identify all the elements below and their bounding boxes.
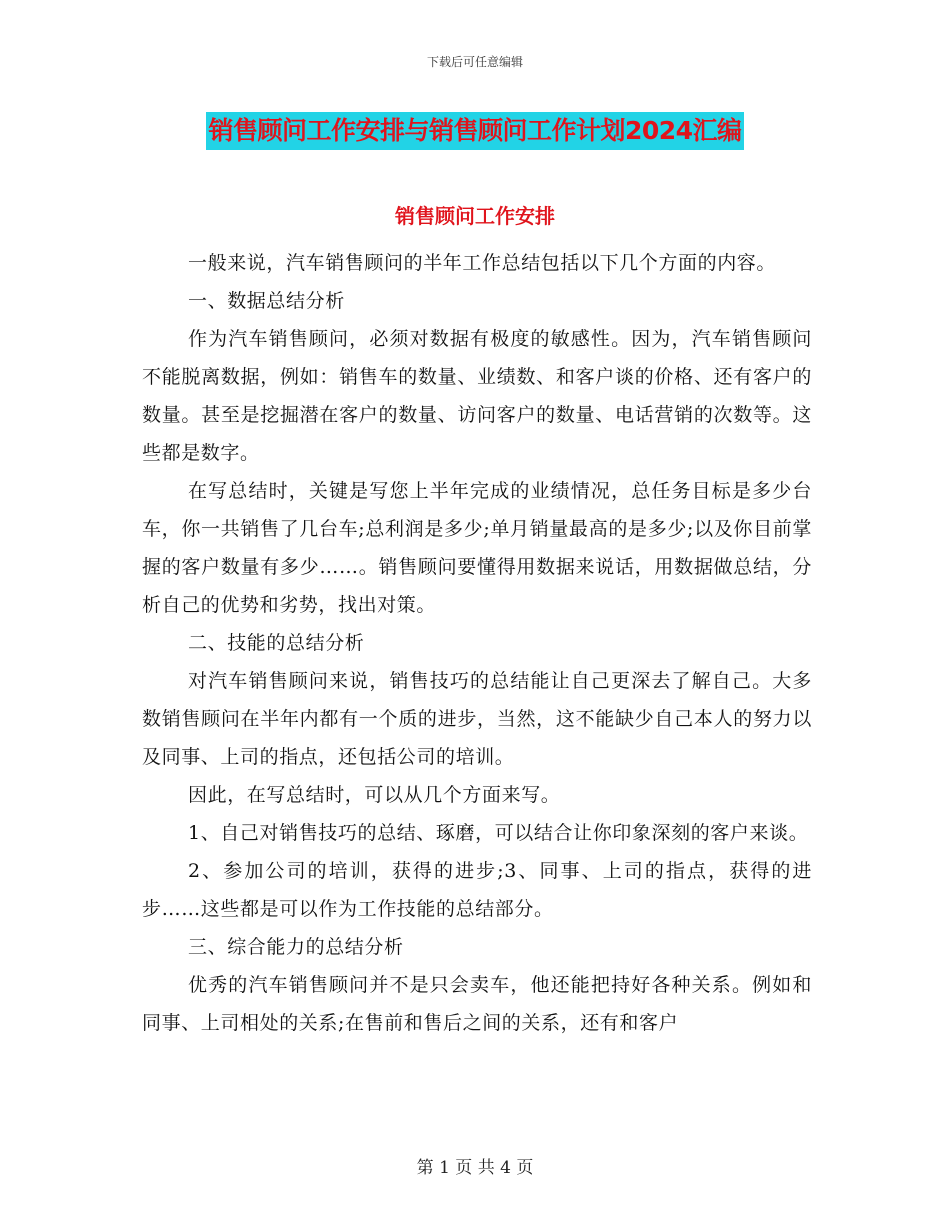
paragraph: 一般来说，汽车销售顾问的半年工作总结包括以下几个方面的内容。 bbox=[188, 252, 777, 274]
section-heading: 三、综合能力的总结分析 bbox=[188, 936, 404, 958]
paragraph: 1、自己对销售技巧的总结、琢磨，可以结合让你印象深刻的客户来谈。 bbox=[188, 822, 809, 844]
page-footer: 第 1 页 共 4 页 bbox=[416, 1158, 534, 1178]
paragraph: 在写总结时，关键是写您上半年完成的业绩情况，总任务目标是多少台车，你一共销售了几台车;总利润是多少;单月销量最高的是多少;以及你目前掌握的客户数量有多少……。销售顾问要懂得用数据来说话，用数据做总结，分析自己的优势和劣势，找出对策。 bbox=[142, 480, 812, 616]
section-title: 销售顾问工作安排 bbox=[395, 204, 555, 228]
paragraph: 优秀的汽车销售顾问并不是只会卖车，他还能把持好各种关系。例如和同事、上司相处的关系;在售前和售后之间的关系，还有和客户 bbox=[142, 974, 812, 1034]
section-heading: 一、数据总结分析 bbox=[188, 290, 345, 312]
section-heading: 二、技能的总结分析 bbox=[188, 632, 365, 654]
page-header: 下载后可任意编辑 bbox=[426, 55, 523, 69]
document-body bbox=[142, 244, 812, 1042]
paragraph: 对汽车销售顾问来说，销售技巧的总结能让自己更深去了解自己。大多数销售顾问在半年内都有一个质的进步，当然，这不能缺少自己本人的努力以及同事、上司的指点，还包括公司的培训。 bbox=[142, 670, 812, 768]
paragraph: 作为汽车销售顾问，必须对数据有极度的敏感性。因为，汽车销售顾问不能脱离数据，例如：销售车的数量、业绩数、和客户谈的价格、还有客户的数量。甚至是挖掘潜在客户的数量、访问客户的数量、电话营销的次数等。这些都是数字。 bbox=[142, 328, 812, 464]
document-title: 销售顾问工作安排与销售顾问工作计划2024汇编 bbox=[206, 112, 743, 150]
paragraph: 2、参加公司的培训，获得的进步;3、同事、上司的指点，获得的进步……这些都是可以作为工作技能的总结部分。 bbox=[142, 860, 812, 920]
title-container bbox=[0, 112, 950, 150]
paragraph: 因此，在写总结时，可以从几个方面来写。 bbox=[188, 784, 561, 806]
